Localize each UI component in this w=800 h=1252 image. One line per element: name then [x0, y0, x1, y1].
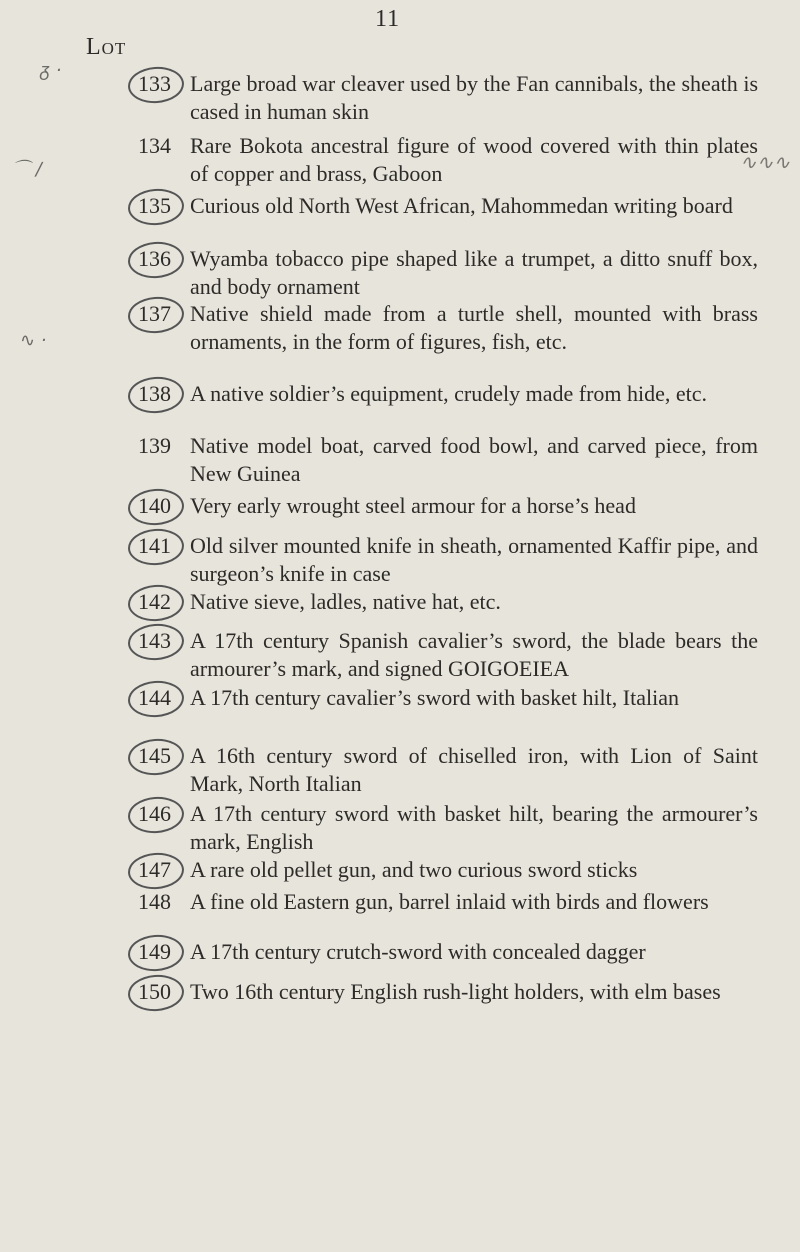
lot-number: 138	[138, 380, 180, 408]
lot-entry	[138, 432, 758, 488]
lot-number: 145	[138, 742, 180, 770]
lot-description: A 17th century sword with basket hilt, bearing the armourer’s mark, English	[190, 801, 758, 854]
lot-entry	[138, 684, 758, 712]
lot-description: Rare Bokota ancestral figure of wood covered with thin plates of copper and brass, Gaboon	[190, 133, 758, 186]
page-number: 11	[375, 6, 401, 32]
lot-description: A native soldier’s equipment, crudely made from hide, etc.	[190, 381, 708, 406]
lot-entry	[138, 588, 758, 616]
lot-description: Wyamba tobacco pipe shaped like a trumpet, a ditto snuff box, and body ornament	[190, 246, 758, 299]
lot-entry	[138, 742, 758, 798]
lot-number: 134	[138, 133, 171, 158]
lot-description: Old silver mounted knife in sheath, ornamented Kaffir pipe, and surgeon’s knife in case	[190, 533, 758, 586]
lot-number: 133	[138, 70, 180, 98]
lot-entry	[138, 245, 758, 301]
lot-number: 140	[138, 492, 180, 520]
lot-number: 136	[138, 245, 180, 273]
lot-number: 135	[138, 192, 180, 220]
lot-entry	[138, 938, 758, 966]
lot-description: Native model boat, carved food bowl, and carved piece, from New Guinea	[190, 433, 758, 486]
lot-description: A 17th century cavalier’s sword with basket hilt, Italian	[190, 685, 679, 710]
pencil-annotation: ᵹ ·	[40, 60, 62, 81]
lot-number: 137	[138, 300, 180, 328]
lot-entry	[138, 532, 758, 588]
lot-description: A 17th century Spanish cavalier’s sword, the blade bears the armourer’s mark, and signed GOIGOEIEA	[190, 628, 758, 681]
lot-entry	[138, 856, 758, 884]
lot-number: 141	[138, 532, 180, 560]
lot-description: Large broad war cleaver used by the Fan cannibals, the sheath is cased in human skin	[190, 71, 758, 124]
lot-number: 143	[138, 627, 180, 655]
lot-entry	[138, 70, 758, 126]
lot-number: 144	[138, 684, 180, 712]
lot-number: 146	[138, 800, 180, 828]
page-heading: Lot	[86, 34, 127, 60]
lot-entry	[138, 492, 758, 520]
lot-entry	[138, 132, 758, 188]
lot-entry	[138, 380, 758, 408]
lot-description: Two 16th century English rush-light holders, with elm bases	[190, 979, 721, 1004]
lot-description: A 16th century sword of chiselled iron, with Lion of Saint Mark, North Italian	[190, 743, 758, 796]
lot-entry	[138, 627, 758, 683]
lot-number: 149	[138, 938, 180, 966]
lot-description: Native shield made from a turtle shell, mounted with brass ornaments, in the form of figures, fish, etc.	[190, 301, 758, 354]
lot-description: A rare old pellet gun, and two curious sword sticks	[190, 857, 638, 882]
lot-number: 148	[138, 889, 171, 914]
lot-entry	[138, 978, 758, 1006]
lot-entry	[138, 888, 758, 916]
pencil-annotation: ⌒ ∕	[12, 159, 42, 180]
pencil-annotation: ∿∿∿	[739, 152, 790, 174]
lot-entry	[138, 192, 758, 220]
lot-description: A 17th century crutch-sword with concealed dagger	[190, 939, 646, 964]
lot-entry	[138, 800, 758, 856]
lot-number: 150	[138, 978, 180, 1006]
lot-description: Very early wrought steel armour for a horse’s head	[190, 493, 636, 518]
pencil-annotation: ∿ ·	[20, 330, 47, 351]
lot-description: A fine old Eastern gun, barrel inlaid with birds and flowers	[190, 889, 709, 914]
lot-number: 142	[138, 588, 180, 616]
lot-description: Native sieve, ladles, native hat, etc.	[190, 589, 501, 614]
lot-description: Curious old North West African, Mahommedan writing board	[190, 193, 733, 218]
lot-number: 139	[138, 433, 171, 458]
lot-number: 147	[138, 856, 180, 884]
lot-entry	[138, 300, 758, 356]
